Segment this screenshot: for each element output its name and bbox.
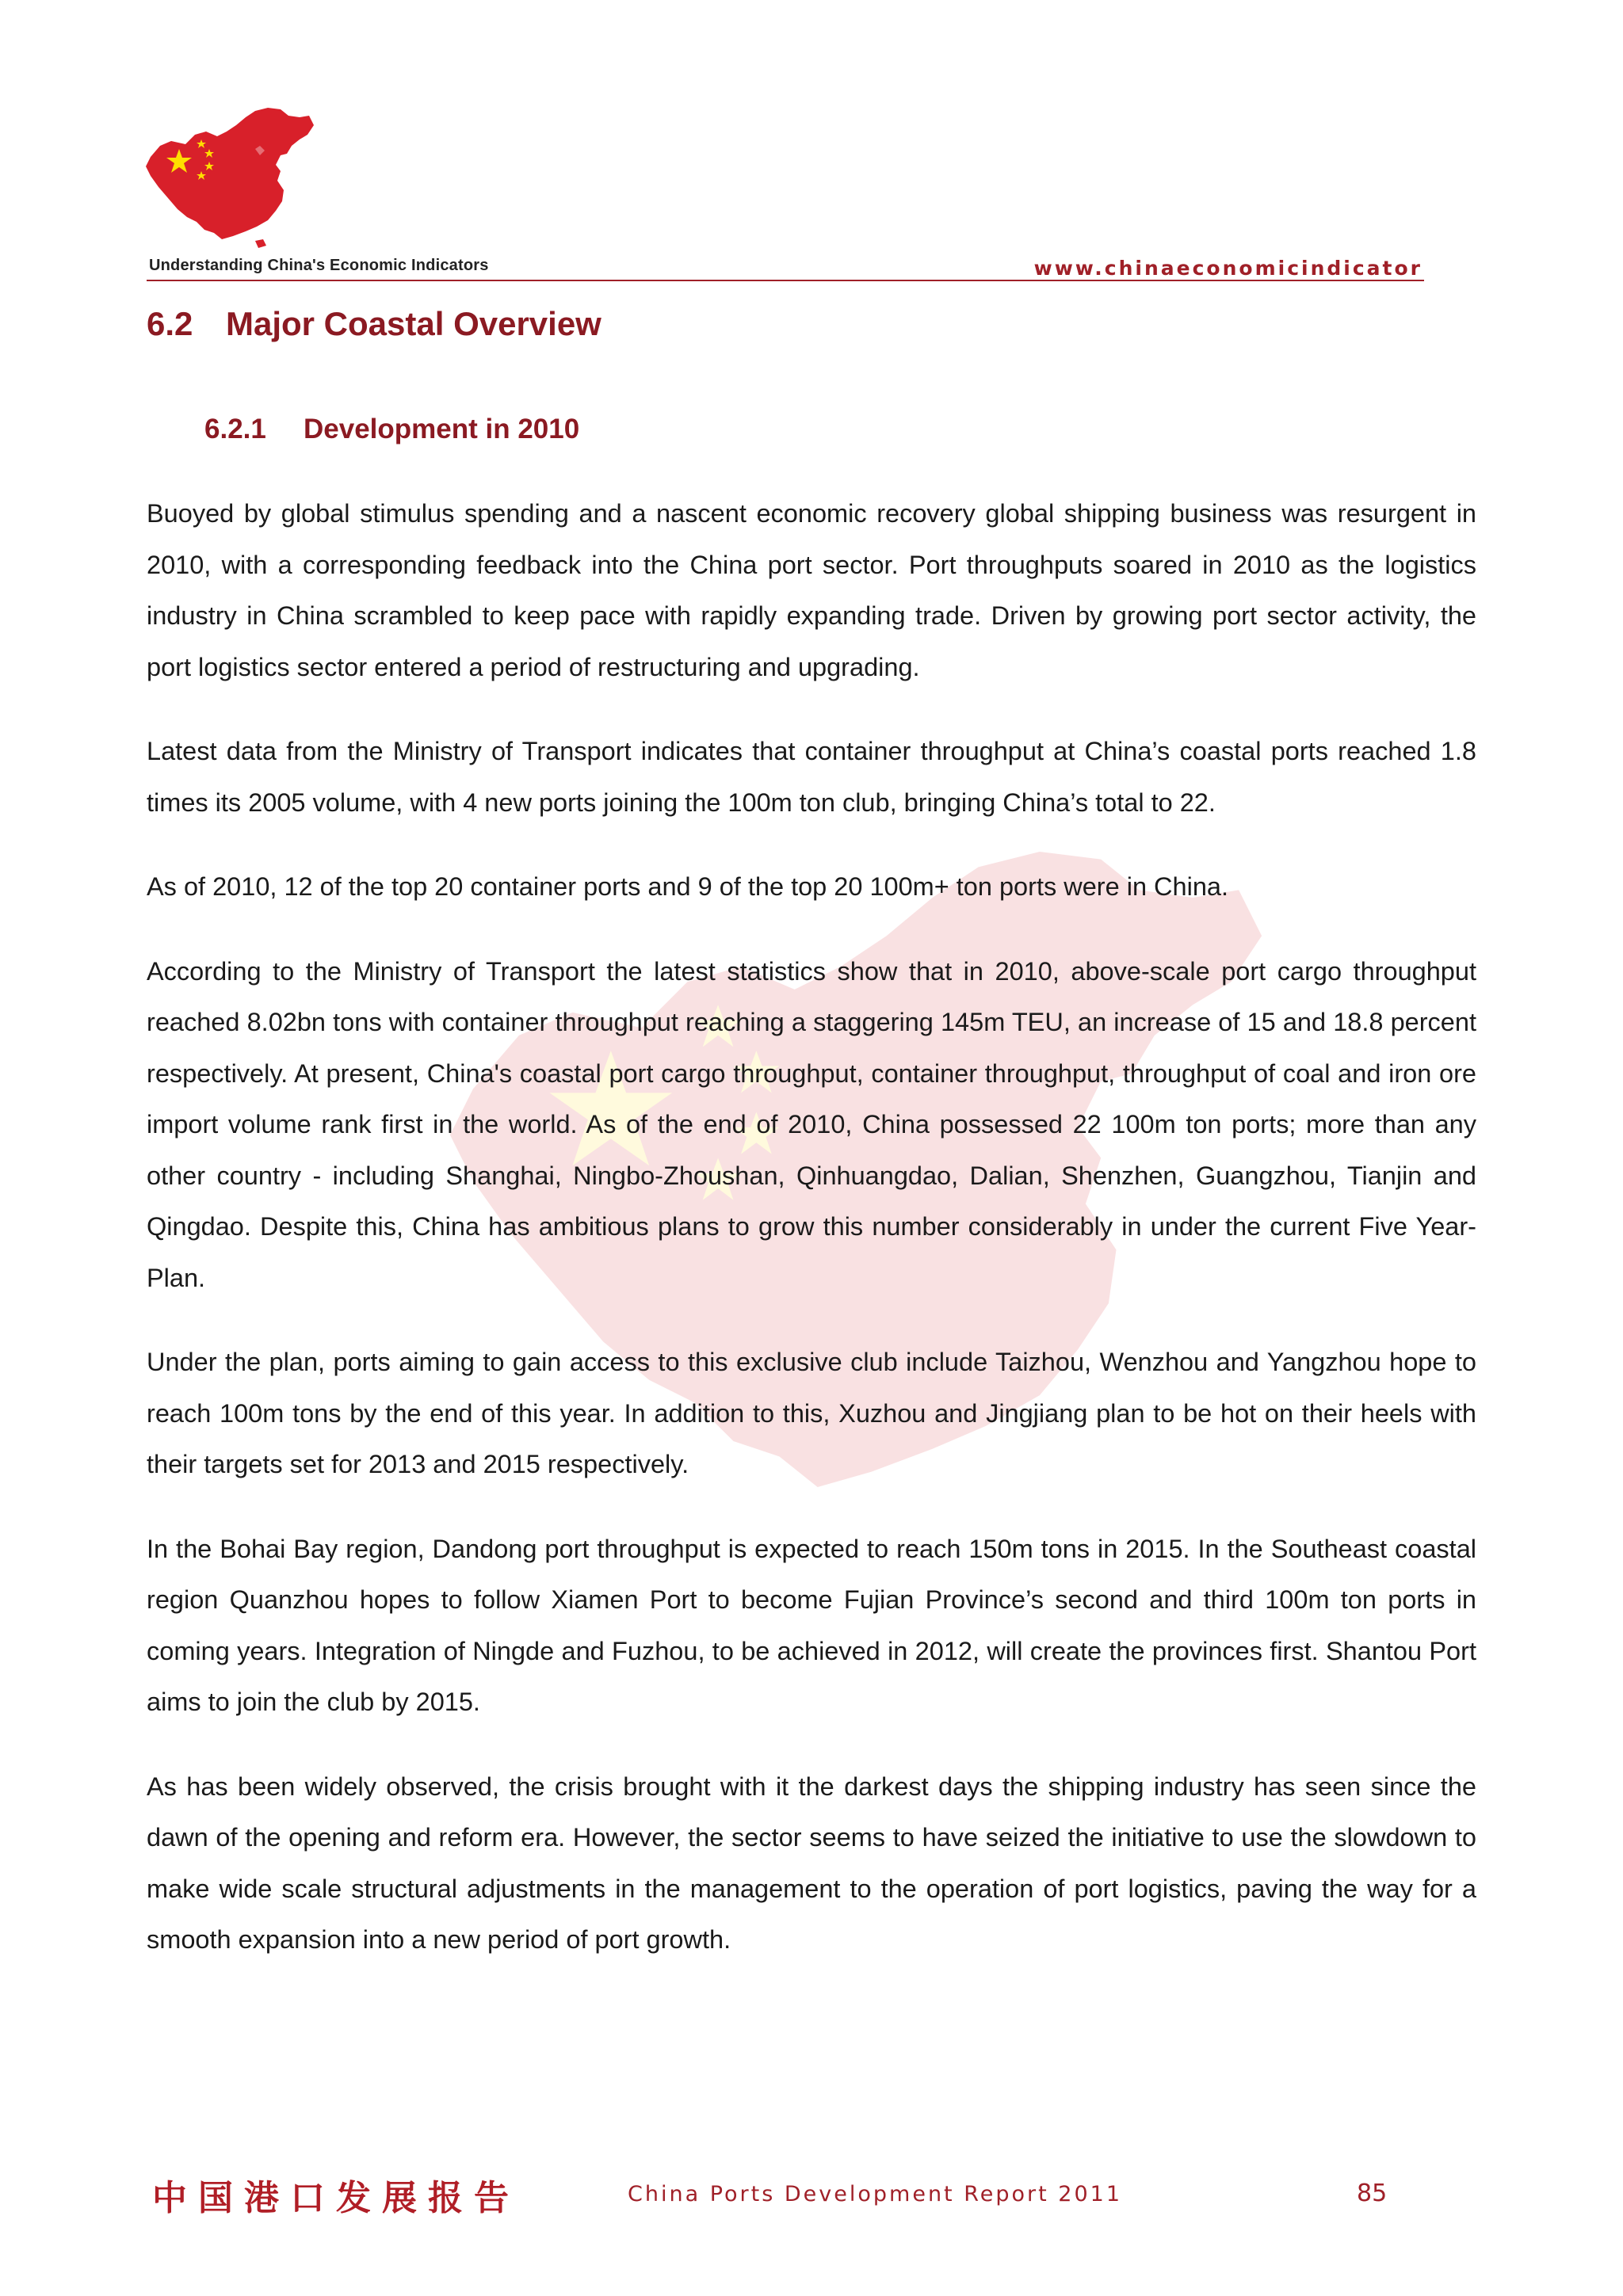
- china-map-flag-icon: [144, 108, 315, 249]
- section-title: Major Coastal Overview: [226, 305, 601, 342]
- footer-chinese-title: 中国港口发展报告: [152, 2178, 520, 2218]
- body-content: [147, 488, 1476, 1999]
- header-url: www.chinaeconomicindicator: [1033, 257, 1423, 280]
- subsection-title: Development in 2010: [304, 414, 580, 444]
- page-number: 85: [1357, 2180, 1388, 2207]
- section-number: 6.2: [147, 305, 193, 342]
- paragraph: As has been widely observed, the crisis brought with it the darkest days the shipping industry has seen since the dawn of the opening and reform era. However, the sector seems to have seized the initiative to use the slowdown to make wide scale structural adjustments in the management to the operation of port logistics, paving the way for a smooth expansion into a new period of port growth.: [147, 1772, 1476, 1954]
- footer-report-title: China Ports Development Report 2011: [628, 2182, 1123, 2206]
- paragraph: Under the plan, ports aiming to gain access to this exclusive club include Taizhou, Wenzhou and Yangzhou hope to reach 100m tons by the end of this year. In addition to this, Xuzhou and Jingjiang plan to be hot on their heels with their targets set for 2013 and 2015 respectively.: [147, 1348, 1476, 1478]
- header-divider: [147, 280, 1424, 281]
- header-tagline: Understanding China's Economic Indicators: [149, 257, 489, 274]
- subsection-heading: [204, 414, 579, 445]
- paragraph: Latest data from the Ministry of Transport indicates that container throughput at China’s coastal ports reached 1.8 times its 2005 volume, with 4 new ports joining the 100m ton club, bringing China’s total to 22.: [147, 737, 1476, 817]
- section-heading: [147, 305, 601, 343]
- subsection-number: 6.2.1: [204, 414, 266, 444]
- paragraph: In the Bohai Bay region, Dandong port throughput is expected to reach 150m tons in 2015. In the Southeast coastal region Quanzhou hopes to follow Xiamen Port to become Fujian Province’s second and third 100m ton ports in coming years. Integration of Ningde and Fuzhou, to be achieved in 2012, will create the provinces first. Shantou Port aims to join the club by 2015.: [147, 1534, 1476, 1716]
- paragraph: According to the Ministry of Transport the latest statistics show that in 2010, above-scale port cargo throughput reached 8.02bn tons with container throughput reaching a staggering 145m TEU, an increase of 15 and 18.8 percent respectively. At present, China's coastal port cargo throughput, container throughput, throughput of coal and iron ore import volume rank first in the world. As of the end of 2010, China possessed 22 100m ton ports; more than any other country - including Shanghai, Ningbo-Zhoushan, Qinhuangdao, Dalian, Shenzhen, Guangzhou, Tianjin and Qingdao. Despite this, China has ambitious plans to grow this number considerably in under the current Five Year-Plan.: [147, 956, 1476, 1292]
- paragraph: As of 2010, 12 of the top 20 container ports and 9 of the top 20 100m+ ton ports were in China.: [147, 872, 1228, 901]
- paragraph: Buoyed by global stimulus spending and a nascent economic recovery global shipping business was resurgent in 2010, with a corresponding feedback into the China port sector. Port throughputs soared in 2010 as the logistics industry in China scrambled to keep pace with rapidly expanding trade. Driven by growing port sector activity, the port logistics sector entered a period of restructuring and upgrading.: [147, 499, 1476, 681]
